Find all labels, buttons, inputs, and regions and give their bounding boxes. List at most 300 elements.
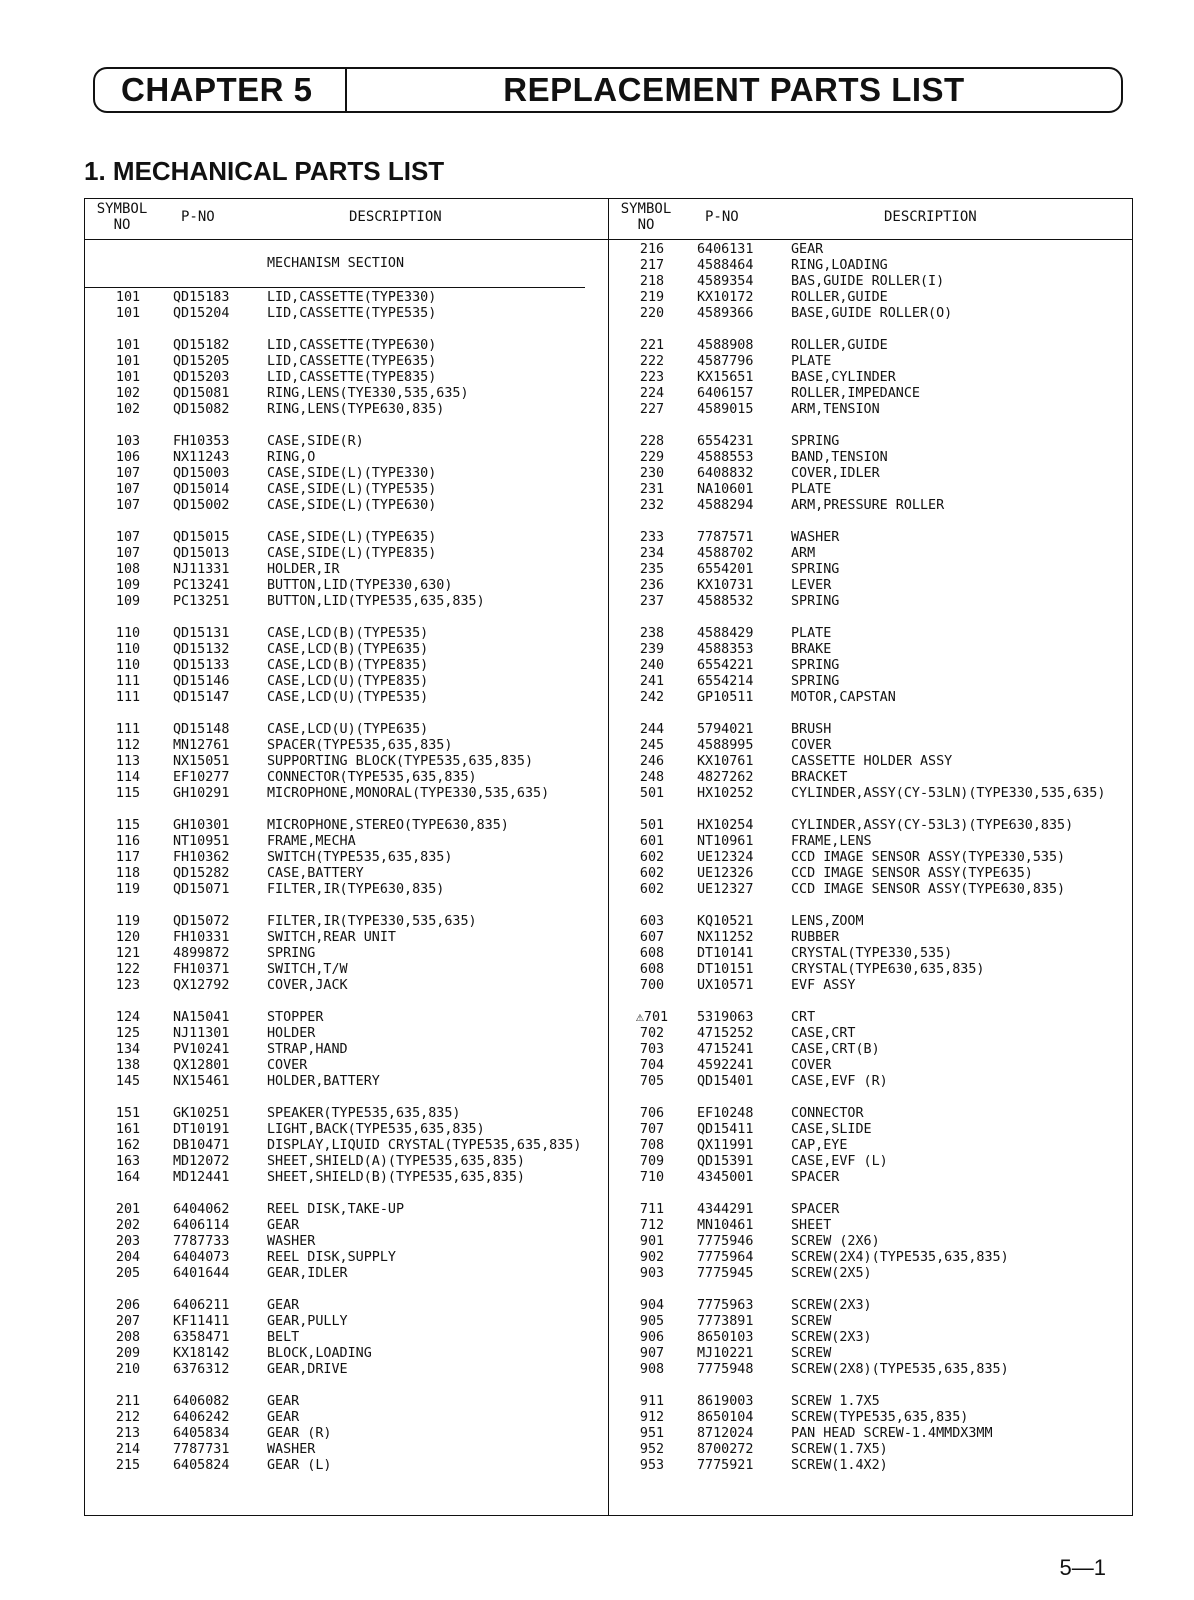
- table-row: [85, 434, 608, 450]
- description-cell: PLATE: [791, 482, 832, 497]
- pno-cell: 4588553: [697, 450, 754, 465]
- description-cell: SPACER: [791, 1202, 840, 1217]
- symbol-cell: 101: [115, 338, 141, 353]
- description-cell: RING,LOADING: [791, 258, 888, 273]
- pno-cell: MJ10221: [697, 1346, 754, 1361]
- symbol-cell: 118: [115, 866, 141, 881]
- symbol-cell: 209: [115, 1346, 141, 1361]
- table-row: [85, 402, 608, 418]
- table-row: [609, 1202, 1132, 1218]
- pno-cell: 4588702: [697, 546, 754, 561]
- pno-cell: 8650103: [697, 1330, 754, 1345]
- group-gap: [609, 418, 1132, 434]
- symbol-cell: 109: [115, 578, 141, 593]
- description-cell: HOLDER,BATTERY: [267, 1074, 380, 1089]
- pno-cell: EF10277: [173, 770, 230, 785]
- group-gap: [609, 610, 1132, 626]
- table-row: [85, 546, 608, 562]
- symbol-cell: 107: [115, 498, 141, 513]
- table-row: [85, 834, 608, 850]
- description-cell: ROLLER,GUIDE: [791, 338, 888, 353]
- pno-cell: QD15072: [173, 914, 230, 929]
- description-cell: MOTOR,CAPSTAN: [791, 690, 896, 705]
- pno-cell: DT10141: [697, 946, 754, 961]
- pno-cell: 6406242: [173, 1410, 230, 1425]
- pno-cell: 7775946: [697, 1234, 754, 1249]
- section-title: 1. MECHANICAL PARTS LIST: [84, 156, 445, 186]
- symbol-cell: 211: [115, 1394, 141, 1409]
- pno-cell: NA15041: [173, 1010, 230, 1025]
- table-row: [85, 786, 608, 802]
- pno-cell: FH10331: [173, 930, 230, 945]
- symbol-cell: ⚠701: [635, 1010, 669, 1025]
- description-cell: CAP,EYE: [791, 1138, 848, 1153]
- description-cell: CASE,LCD(B)(TYPE635): [267, 642, 429, 657]
- pno-cell: 6404062: [173, 1202, 230, 1217]
- table-row: [85, 882, 608, 898]
- pno-cell: NX15461: [173, 1074, 230, 1089]
- symbol-cell: 106: [115, 450, 141, 465]
- pno-cell: NJ11301: [173, 1026, 230, 1041]
- pno-cell: QD15148: [173, 722, 230, 737]
- symbol-cell: 107: [115, 482, 141, 497]
- pno-cell: 7787731: [173, 1442, 230, 1457]
- description-cell: SPRING: [791, 434, 840, 449]
- pno-cell: QD15411: [697, 1122, 754, 1137]
- table-row: [85, 1442, 608, 1458]
- pno-cell: 4344291: [697, 1202, 754, 1217]
- left-rows: [85, 290, 608, 1474]
- description-cell: FILTER,IR(TYPE330,535,635): [267, 914, 477, 929]
- description-cell: ROLLER,GUIDE: [791, 290, 888, 305]
- group-gap: [85, 994, 608, 1010]
- description-cell: SCREW(2X3): [791, 1298, 872, 1313]
- group-gap: [609, 1186, 1132, 1202]
- description-cell: GEAR,DRIVE: [267, 1362, 348, 1377]
- description-cell: SCREW(TYPE535,635,835): [791, 1410, 969, 1425]
- group-gap: [85, 802, 608, 818]
- description-cell: LENS,ZOOM: [791, 914, 864, 929]
- description-cell: SPRING: [791, 658, 840, 673]
- table-row: [85, 1330, 608, 1346]
- table-row: [85, 386, 608, 402]
- table-row: [609, 866, 1132, 882]
- description-header: DESCRIPTION: [349, 209, 442, 225]
- symbol-cell: 208: [115, 1330, 141, 1345]
- symbol-cell: 111: [115, 722, 141, 737]
- pno-cell: HX10254: [697, 818, 754, 833]
- table-row: [85, 562, 608, 578]
- symbol-header: [85, 201, 159, 233]
- table-row: [85, 1362, 608, 1378]
- pno-cell: DT10151: [697, 962, 754, 977]
- description-cell: GEAR,PULLY: [267, 1314, 348, 1329]
- symbol-cell: 163: [115, 1154, 141, 1169]
- pno-cell: NT10961: [697, 834, 754, 849]
- table-row: [609, 370, 1132, 386]
- chapter-label: CHAPTER 5: [121, 71, 313, 108]
- table-row: [609, 626, 1132, 642]
- pno-cell: 6406211: [173, 1298, 230, 1313]
- description-cell: CASE,CRT: [791, 1026, 856, 1041]
- description-cell: BRUSH: [791, 722, 832, 737]
- pno-cell: GH10301: [173, 818, 230, 833]
- description-cell: RUBBER: [791, 930, 840, 945]
- pno-cell: QD15071: [173, 882, 230, 897]
- table-row: [609, 482, 1132, 498]
- symbol-cell: 124: [115, 1010, 141, 1025]
- table-row: [85, 1042, 608, 1058]
- table-row: [85, 290, 608, 306]
- symbol-cell: 244: [639, 722, 665, 737]
- pno-cell: NJ11331: [173, 562, 230, 577]
- description-cell: BASE,CYLINDER: [791, 370, 896, 385]
- pno-cell: 4588294: [697, 498, 754, 513]
- description-cell: BAND,TENSION: [791, 450, 888, 465]
- description-cell: SHEET,SHIELD(A)(TYPE535,635,835): [267, 1154, 525, 1169]
- table-row: [609, 1298, 1132, 1314]
- section-divider: [85, 287, 585, 288]
- description-cell: CASE,EVF (R): [791, 1074, 888, 1089]
- pno-cell: MD12441: [173, 1170, 230, 1185]
- symbol-cell: 224: [639, 386, 665, 401]
- pno-cell: GH10291: [173, 786, 230, 801]
- pno-cell: FH10371: [173, 962, 230, 977]
- pno-cell: 4588995: [697, 738, 754, 753]
- pno-cell: 4715252: [697, 1026, 754, 1041]
- pno-header: P-NO: [705, 209, 739, 225]
- table-row: [85, 354, 608, 370]
- table-row: [85, 674, 608, 690]
- pno-cell: QD15183: [173, 290, 230, 305]
- pno-cell: 7773891: [697, 1314, 754, 1329]
- pno-cell: 4589015: [697, 402, 754, 417]
- symbol-cell: 203: [115, 1234, 141, 1249]
- description-cell: SHEET,SHIELD(B)(TYPE535,635,835): [267, 1170, 525, 1185]
- symbol-cell: 702: [639, 1026, 665, 1041]
- description-cell: WASHER: [267, 1234, 316, 1249]
- description-cell: BUTTON,LID(TYPE330,630): [267, 578, 453, 593]
- table-row: [609, 770, 1132, 786]
- symbol-cell: 204: [115, 1250, 141, 1265]
- table-row: [85, 1010, 608, 1026]
- table-row: [609, 594, 1132, 610]
- table-row: [609, 1010, 1132, 1026]
- symbol-cell: 603: [639, 914, 665, 929]
- pno-cell: NX15051: [173, 754, 230, 769]
- symbol-cell: 240: [639, 658, 665, 673]
- table-row: [609, 1042, 1132, 1058]
- description-cell: SCREW (2X6): [791, 1234, 880, 1249]
- table-row: [609, 450, 1132, 466]
- table-row: [609, 1346, 1132, 1362]
- group-gap: [85, 1090, 608, 1106]
- table-row: [609, 338, 1132, 354]
- table-row: [85, 482, 608, 498]
- table-row: [609, 786, 1132, 802]
- table-row: [85, 1074, 608, 1090]
- description-cell: COVER,JACK: [267, 978, 348, 993]
- description-cell: CASE,LCD(U)(TYPE835): [267, 674, 429, 689]
- description-cell: WASHER: [267, 1442, 316, 1457]
- symbol-cell: 608: [639, 946, 665, 961]
- group-gap: [85, 610, 608, 626]
- description-cell: FILTER,IR(TYPE630,835): [267, 882, 445, 897]
- pno-cell: QD15003: [173, 466, 230, 481]
- table-row: [609, 306, 1132, 322]
- mechanism-section-label: MECHANISM SECTION: [267, 256, 405, 271]
- pno-cell: KX18142: [173, 1346, 230, 1361]
- table-row: [85, 1426, 608, 1442]
- pno-cell: NX11252: [697, 930, 754, 945]
- symbol-cell: 248: [639, 770, 665, 785]
- description-cell: CASE,SIDE(L)(TYPE835): [267, 546, 437, 561]
- description-cell: GEAR,IDLER: [267, 1266, 348, 1281]
- pno-cell: QX12792: [173, 978, 230, 993]
- pno-cell: 5319063: [697, 1010, 754, 1025]
- table-row: [609, 290, 1132, 306]
- group-gap: [85, 514, 608, 530]
- group-gap: [85, 898, 608, 914]
- table-row: [609, 882, 1132, 898]
- description-cell: GEAR: [267, 1218, 300, 1233]
- symbol-cell: 501: [639, 786, 665, 801]
- symbol-cell: 125: [115, 1026, 141, 1041]
- pno-cell: GK10251: [173, 1106, 230, 1121]
- description-cell: CASE,SIDE(R): [267, 434, 364, 449]
- pno-cell: QD15203: [173, 370, 230, 385]
- table-row: [609, 1266, 1132, 1282]
- symbol-cell: 704: [639, 1058, 665, 1073]
- table-row: [609, 690, 1132, 706]
- description-cell: CASE,LCD(U)(TYPE535): [267, 690, 429, 705]
- description-cell: RING,LENS(TYE330,535,635): [267, 386, 469, 401]
- description-cell: BRAKE: [791, 642, 832, 657]
- description-cell: SCREW: [791, 1346, 832, 1361]
- symbol-cell: 903: [639, 1266, 665, 1281]
- pno-cell: 6554201: [697, 562, 754, 577]
- group-gap: [609, 1090, 1132, 1106]
- description-cell: LID,CASSETTE(TYPE635): [267, 354, 437, 369]
- pno-cell: KQ10521: [697, 914, 754, 929]
- pno-cell: 4588464: [697, 258, 754, 273]
- table-row: [609, 1394, 1132, 1410]
- symbol-cell: 134: [115, 1042, 141, 1057]
- right-column: [609, 199, 1132, 1515]
- group-gap: [85, 322, 608, 338]
- symbol-cell: 117: [115, 850, 141, 865]
- pno-cell: 6406131: [697, 242, 754, 257]
- left-header: [85, 199, 608, 240]
- symbol-cell: 206: [115, 1298, 141, 1313]
- description-cell: WASHER: [791, 530, 840, 545]
- symbol-cell: 230: [639, 466, 665, 481]
- table-row: [85, 530, 608, 546]
- description-cell: SCREW: [791, 1314, 832, 1329]
- table-row: [609, 834, 1132, 850]
- symbol-cell: 602: [639, 866, 665, 881]
- table-row: [609, 402, 1132, 418]
- pno-cell: QD15002: [173, 498, 230, 513]
- description-cell: GEAR: [267, 1394, 300, 1409]
- symbol-cell: 233: [639, 530, 665, 545]
- pno-cell: QD15147: [173, 690, 230, 705]
- description-cell: BLOCK,LOADING: [267, 1346, 372, 1361]
- symbol-cell: 101: [115, 370, 141, 385]
- description-cell: CRT: [791, 1010, 816, 1025]
- right-header: [609, 199, 1132, 240]
- symbol-cell: 216: [639, 242, 665, 257]
- description-cell: CCD IMAGE SENSOR ASSY(TYPE330,535): [791, 850, 1066, 865]
- pno-cell: QD15082: [173, 402, 230, 417]
- description-cell: MICROPHONE,MONORAL(TYPE330,535,635): [267, 786, 550, 801]
- group-gap: [85, 1378, 608, 1394]
- description-cell: PAN HEAD SCREW-1.4MMDX3MM: [791, 1426, 993, 1441]
- pno-cell: 7787733: [173, 1234, 230, 1249]
- description-cell: GEAR: [791, 242, 824, 257]
- description-cell: LEVER: [791, 578, 832, 593]
- table-row: [609, 754, 1132, 770]
- group-gap: [609, 898, 1132, 914]
- symbol-cell: 116: [115, 834, 141, 849]
- pno-cell: 6406157: [697, 386, 754, 401]
- group-gap: [85, 1282, 608, 1298]
- symbol-cell: 234: [639, 546, 665, 561]
- pno-cell: 6358471: [173, 1330, 230, 1345]
- table-row: [609, 1410, 1132, 1426]
- description-cell: CASE,CRT(B): [791, 1042, 880, 1057]
- pno-cell: UE12327: [697, 882, 754, 897]
- table-row: [85, 1202, 608, 1218]
- pno-cell: 4589354: [697, 274, 754, 289]
- symbol-cell: 245: [639, 738, 665, 753]
- table-row: [85, 450, 608, 466]
- table-row: [609, 466, 1132, 482]
- description-cell: LID,CASSETTE(TYPE330): [267, 290, 437, 305]
- pno-cell: 4345001: [697, 1170, 754, 1185]
- description-cell: RING,O: [267, 450, 316, 465]
- symbol-cell: 220: [639, 306, 665, 321]
- pno-cell: QD15282: [173, 866, 230, 881]
- description-cell: COVER,IDLER: [791, 466, 880, 481]
- group-gap: [85, 1186, 608, 1202]
- table-row: [609, 434, 1132, 450]
- pno-cell: PC13241: [173, 578, 230, 593]
- table-row: [609, 274, 1132, 290]
- symbol-cell: 227: [639, 402, 665, 417]
- table-row: [85, 1250, 608, 1266]
- pno-cell: 6405824: [173, 1458, 230, 1473]
- pno-cell: NX11243: [173, 450, 230, 465]
- pno-cell: 4588532: [697, 594, 754, 609]
- table-row: [85, 1218, 608, 1234]
- symbol-cell: 115: [115, 786, 141, 801]
- table-row: [85, 978, 608, 994]
- table-row: [85, 642, 608, 658]
- symbol-cell: 601: [639, 834, 665, 849]
- description-cell: EVF ASSY: [791, 978, 856, 993]
- table-row: [85, 1298, 608, 1314]
- pno-cell: PV10241: [173, 1042, 230, 1057]
- symbol-cell: 101: [115, 306, 141, 321]
- pno-cell: DB10471: [173, 1138, 230, 1153]
- table-row: [85, 1058, 608, 1074]
- table-row: [609, 914, 1132, 930]
- pno-cell: 6401644: [173, 1266, 230, 1281]
- symbol-cell: 902: [639, 1250, 665, 1265]
- symbol-cell: 235: [639, 562, 665, 577]
- symbol-cell: 501: [639, 818, 665, 833]
- symbol-cell: 904: [639, 1298, 665, 1313]
- table-row: [85, 962, 608, 978]
- description-cell: CASE,SIDE(L)(TYPE630): [267, 498, 437, 513]
- table-row: [609, 930, 1132, 946]
- symbol-cell: 114: [115, 770, 141, 785]
- table-row: [609, 1234, 1132, 1250]
- description-cell: COVER: [791, 738, 832, 753]
- symbol-cell: 121: [115, 946, 141, 961]
- pno-cell: 6376312: [173, 1362, 230, 1377]
- pno-cell: 7775945: [697, 1266, 754, 1281]
- pno-cell: 6404073: [173, 1250, 230, 1265]
- symbol-cell: 602: [639, 882, 665, 897]
- symbol-cell: 214: [115, 1442, 141, 1457]
- group-gap: [609, 994, 1132, 1010]
- description-cell: BASE,GUIDE ROLLER(O): [791, 306, 953, 321]
- pno-cell: 7775964: [697, 1250, 754, 1265]
- group-gap: [609, 706, 1132, 722]
- group-gap: [609, 802, 1132, 818]
- table-row: [609, 1442, 1132, 1458]
- table-row: [85, 722, 608, 738]
- pno-cell: 8619003: [697, 1394, 754, 1409]
- pno-cell: 6406082: [173, 1394, 230, 1409]
- symbol-cell: 236: [639, 578, 665, 593]
- symbol-cell: 120: [115, 930, 141, 945]
- description-cell: CASE,SIDE(L)(TYPE330): [267, 466, 437, 481]
- group-gap: [609, 514, 1132, 530]
- description-cell: HOLDER,IR: [267, 562, 340, 577]
- description-cell: BUTTON,LID(TYPE535,635,835): [267, 594, 485, 609]
- symbol-cell: 602: [639, 850, 665, 865]
- description-cell: BAS,GUIDE ROLLER(I): [791, 274, 945, 289]
- pno-cell: QD15391: [697, 1154, 754, 1169]
- table-row: [85, 338, 608, 354]
- description-cell: GEAR: [267, 1410, 300, 1425]
- pno-cell: UE12324: [697, 850, 754, 865]
- table-row: [85, 1394, 608, 1410]
- pno-cell: MD12072: [173, 1154, 230, 1169]
- description-cell: CASE,LCD(B)(TYPE835): [267, 658, 429, 673]
- symbol-cell: 109: [115, 594, 141, 609]
- table-row: [85, 1266, 608, 1282]
- table-row: [85, 370, 608, 386]
- parts-table: [84, 198, 1133, 1516]
- symbol-cell: 101: [115, 290, 141, 305]
- description-cell: CASE,LCD(B)(TYPE535): [267, 626, 429, 641]
- symbol-cell: 111: [115, 674, 141, 689]
- symbol-cell: 912: [639, 1410, 665, 1425]
- table-row: [609, 578, 1132, 594]
- pno-cell: UX10571: [697, 978, 754, 993]
- table-row: [609, 850, 1132, 866]
- description-cell: CRYSTAL(TYPE330,535): [791, 946, 953, 961]
- pno-cell: 4588429: [697, 626, 754, 641]
- description-cell: CYLINDER,ASSY(CY-53L3)(TYPE630,835): [791, 818, 1074, 833]
- symbol-cell: 102: [115, 402, 141, 417]
- pno-cell: UE12326: [697, 866, 754, 881]
- symbol-cell: 608: [639, 962, 665, 977]
